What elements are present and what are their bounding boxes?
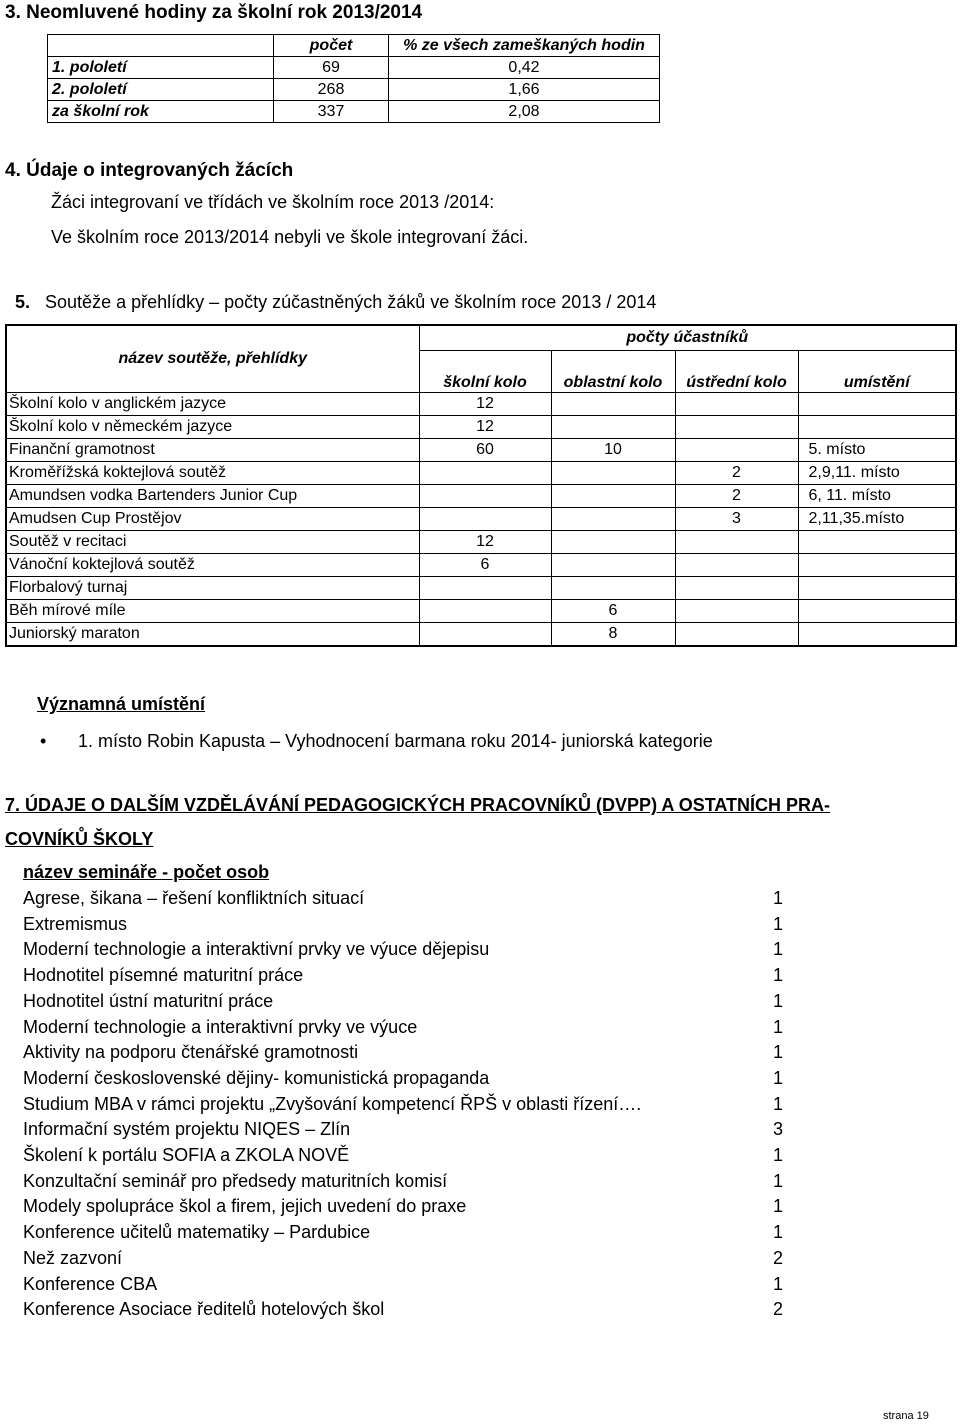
cell-skolni: 60 xyxy=(419,438,551,461)
seminar-count: 1 xyxy=(772,939,783,960)
cell-ustredni: 2 xyxy=(675,461,798,484)
notable-heading-text: Významná umístění xyxy=(37,694,206,714)
seminar-name: Extremismus xyxy=(23,913,128,934)
seminar-count: 1 xyxy=(772,1222,783,1243)
seminar-count: 2 xyxy=(772,1299,783,1320)
seminar-count: 1 xyxy=(772,1196,783,1217)
list-item xyxy=(23,914,783,938)
seminar-name: Konference Asociace ředitelů hotelových škol xyxy=(23,1299,385,1320)
seminar-count: 1 xyxy=(772,965,783,986)
cell-oblastni xyxy=(551,392,675,415)
seminar-name: Školení k portálu SOFIA a ZKOLA NOVĚ xyxy=(23,1145,350,1165)
seminar-name: Studium MBA v rámci projektu „Zvyšování kompetencí ŘPŠ v oblasti řízení…. xyxy=(23,1093,642,1114)
cell-ustredni xyxy=(675,553,798,576)
cell-name: Školní kolo v anglickém jazyce xyxy=(6,392,419,415)
header-school-round: školní kolo xyxy=(419,350,551,392)
cell-oblastni: 6 xyxy=(551,599,675,622)
seminar-name: Modely spolupráce škol a firem, jejich uvedení do praxe xyxy=(23,1196,467,1217)
seminar-name: Konzultační seminář pro předsedy maturitních komisí xyxy=(23,1170,448,1191)
competitions-body xyxy=(6,392,956,646)
list-item xyxy=(23,1299,783,1323)
row-label: 1. pololetí xyxy=(48,57,274,79)
cell-umisteni xyxy=(798,553,956,576)
list-item xyxy=(23,1196,783,1220)
header-central-round: ústřední kolo xyxy=(675,350,798,392)
section-7-heading-2 xyxy=(5,829,153,850)
header-count: počet xyxy=(274,35,389,57)
table-row xyxy=(6,576,956,599)
cell-skolni: 12 xyxy=(419,530,551,553)
cell-oblastni xyxy=(551,553,675,576)
list-item xyxy=(23,965,783,989)
page-number: strana 19 xyxy=(883,1410,929,1422)
list-item xyxy=(23,1171,783,1195)
table-row xyxy=(6,507,956,530)
cell-skolni xyxy=(419,484,551,507)
row-count: 337 xyxy=(274,101,389,123)
seminar-name: Hodnotitel ústní maturitní práce xyxy=(23,990,274,1011)
seminar-name: Konference učitelů matematiky – Pardubice xyxy=(23,1222,371,1243)
table-row xyxy=(6,392,956,415)
cell-name: Juniorský maraton xyxy=(6,622,419,646)
seminar-count: 1 xyxy=(772,1067,783,1088)
list-item xyxy=(23,1042,783,1066)
cell-umisteni xyxy=(798,392,956,415)
cell-oblastni xyxy=(551,530,675,553)
cell-umisteni: 2,11,35.místo xyxy=(798,507,956,530)
cell-ustredni xyxy=(675,415,798,438)
list-item xyxy=(23,888,783,912)
integrated-pupils-line: Žáci integrovaní ve třídách ve školním roce 2013 /2014: xyxy=(51,192,495,212)
header-regional-round: oblastní kolo xyxy=(551,350,675,392)
row-percent: 1,66 xyxy=(389,79,660,101)
cell-skolni xyxy=(419,507,551,530)
cell-ustredni xyxy=(675,530,798,553)
header-participant-counts: počty účastníků xyxy=(419,325,956,350)
cell-oblastni xyxy=(551,576,675,599)
section-5-number: 5. xyxy=(15,292,31,312)
notable-item xyxy=(40,731,713,752)
seminar-subheading xyxy=(23,862,269,883)
cell-oblastni: 8 xyxy=(551,622,675,646)
row-count: 69 xyxy=(274,57,389,79)
cell-skolni xyxy=(419,461,551,484)
cell-oblastni xyxy=(551,484,675,507)
cell-name: Amudsen Cup Prostějov xyxy=(6,507,419,530)
table-row xyxy=(6,553,956,576)
seminar-count: 1 xyxy=(772,1273,783,1294)
seminar-name: Aktivity na podporu čtenářské gramotnosti xyxy=(23,1042,359,1063)
cell-name: Amundsen vodka Bartenders Junior Cup xyxy=(6,484,419,507)
cell-oblastni xyxy=(551,461,675,484)
seminar-count: 1 xyxy=(772,990,783,1011)
seminar-name: Moderní československé dějiny- komunistická propaganda xyxy=(23,1067,490,1088)
list-item xyxy=(23,939,783,963)
section-3-heading: 3. Neomluvené hodiny za školní rok 2013/2014 xyxy=(5,2,423,23)
seminar-name: Než zazvoní xyxy=(23,1247,123,1268)
table-row xyxy=(6,438,956,461)
cell-umisteni xyxy=(798,622,956,646)
seminar-count: 1 xyxy=(772,1042,783,1063)
cell-ustredni xyxy=(675,392,798,415)
list-item xyxy=(23,1068,783,1092)
cell-skolni xyxy=(419,599,551,622)
cell-name: Vánoční koktejlová soutěž xyxy=(6,553,419,576)
list-item xyxy=(23,1017,783,1041)
seminar-count: 1 xyxy=(772,913,783,934)
cell-name: Školní kolo v německém jazyce xyxy=(6,415,419,438)
table-row xyxy=(6,599,956,622)
table-row xyxy=(48,79,660,101)
table-row xyxy=(6,622,956,646)
table-row xyxy=(6,415,956,438)
cell-name: Soutěž v recitaci xyxy=(6,530,419,553)
table-header-row xyxy=(6,325,956,350)
cell-name: Běh mírové míle xyxy=(6,599,419,622)
cell-umisteni xyxy=(798,599,956,622)
section-5-heading xyxy=(15,292,656,313)
table-row xyxy=(6,461,956,484)
cell-name: Florbalový turnaj xyxy=(6,576,419,599)
row-label: za školní rok xyxy=(48,101,274,123)
cell-name: Kroměřížská koktejlová soutěž xyxy=(6,461,419,484)
notable-heading xyxy=(37,694,205,715)
seminar-count: 1 xyxy=(772,1145,783,1165)
cell-ustredni xyxy=(675,622,798,646)
cell-skolni: 12 xyxy=(419,392,551,415)
seminar-name: Moderní technologie a interaktivní prvky ve výuce xyxy=(23,1016,418,1037)
header-empty-cell xyxy=(48,35,274,57)
section-4-heading: 4. Údaje o integrovaných žácích xyxy=(5,160,294,181)
cell-ustredni: 2 xyxy=(675,484,798,507)
cell-umisteni xyxy=(798,576,956,599)
row-label: 2. pololetí xyxy=(48,79,274,101)
list-item xyxy=(23,991,783,1015)
table-header-row xyxy=(48,35,660,57)
row-percent: 2,08 xyxy=(389,101,660,123)
seminar-name: Moderní technologie a interaktivní prvky ve výuce dějepisu xyxy=(23,939,490,960)
cell-oblastni xyxy=(551,415,675,438)
row-count: 268 xyxy=(274,79,389,101)
integrated-pupils-note: Ve školním roce 2013/2014 nebyli ve škole integrovaní žáci. xyxy=(51,227,529,247)
notable-item-text: 1. místo Robin Kapusta – Vyhodnocení barmana roku 2014- juniorská kategorie xyxy=(78,731,713,751)
seminar-name: Agrese, šikana – řešení konfliktních situací xyxy=(23,888,365,908)
section-7-heading xyxy=(5,795,830,816)
cell-oblastni: 10 xyxy=(551,438,675,461)
table-row xyxy=(48,57,660,79)
seminar-subheading-text: název semináře - počet osob xyxy=(23,862,270,882)
header-percent: % ze všech zameškaných hodin xyxy=(389,35,660,57)
list-item xyxy=(23,1145,783,1169)
section-7-heading-line2: COVNÍKŮ ŠKOLY xyxy=(5,829,154,849)
list-item xyxy=(23,1248,783,1272)
table-row xyxy=(6,530,956,553)
cell-umisteni xyxy=(798,530,956,553)
section-5-title: Soutěže a přehlídky – počty zúčastněných žáků ve školním roce 2013 / 2014 xyxy=(45,292,657,312)
row-percent: 0,42 xyxy=(389,57,660,79)
table-row xyxy=(6,484,956,507)
absence-table xyxy=(47,34,660,123)
header-placement: umístění xyxy=(798,350,956,392)
cell-umisteni: 5. místo xyxy=(798,438,956,461)
cell-name: Finanční gramotnost xyxy=(6,438,419,461)
cell-umisteni xyxy=(798,415,956,438)
cell-ustredni xyxy=(675,599,798,622)
cell-ustredni xyxy=(675,576,798,599)
cell-ustredni xyxy=(675,438,798,461)
cell-umisteni: 2,9,11. místo xyxy=(798,461,956,484)
bullet-icon: • xyxy=(40,731,47,751)
seminar-count: 3 xyxy=(772,1119,783,1140)
seminar-name: Informační systém projektu NIQES – Zlín xyxy=(23,1119,351,1140)
competitions-table xyxy=(5,324,957,647)
cell-skolni: 6 xyxy=(419,553,551,576)
cell-ustredni: 3 xyxy=(675,507,798,530)
seminar-count: 2 xyxy=(772,1247,783,1268)
header-competition-name: název soutěže, přehlídky xyxy=(6,325,419,392)
cell-skolni: 12 xyxy=(419,415,551,438)
cell-skolni xyxy=(419,576,551,599)
seminar-name: Hodnotitel písemné maturitní práce xyxy=(23,965,304,986)
table-row xyxy=(48,101,660,123)
list-item xyxy=(23,1119,783,1143)
seminar-count: 1 xyxy=(772,1093,783,1114)
section-7-heading-line1: 7. ÚDAJE O DALŠÍM VZDĚLÁVÁNÍ PEDAGOGICKÝCH PRACOVNÍKŮ (DVPP) A OSTATNÍCH PRA- xyxy=(5,795,831,815)
seminar-count: 1 xyxy=(772,1170,783,1191)
cell-oblastni xyxy=(551,507,675,530)
seminar-count: 1 xyxy=(772,1016,783,1037)
seminar-count: 1 xyxy=(772,888,783,908)
list-item xyxy=(23,1094,783,1118)
list-item xyxy=(23,1222,783,1246)
cell-umisteni: 6, 11. místo xyxy=(798,484,956,507)
list-item xyxy=(23,1274,783,1298)
cell-skolni xyxy=(419,622,551,646)
seminar-name: Konference CBA xyxy=(23,1273,158,1294)
